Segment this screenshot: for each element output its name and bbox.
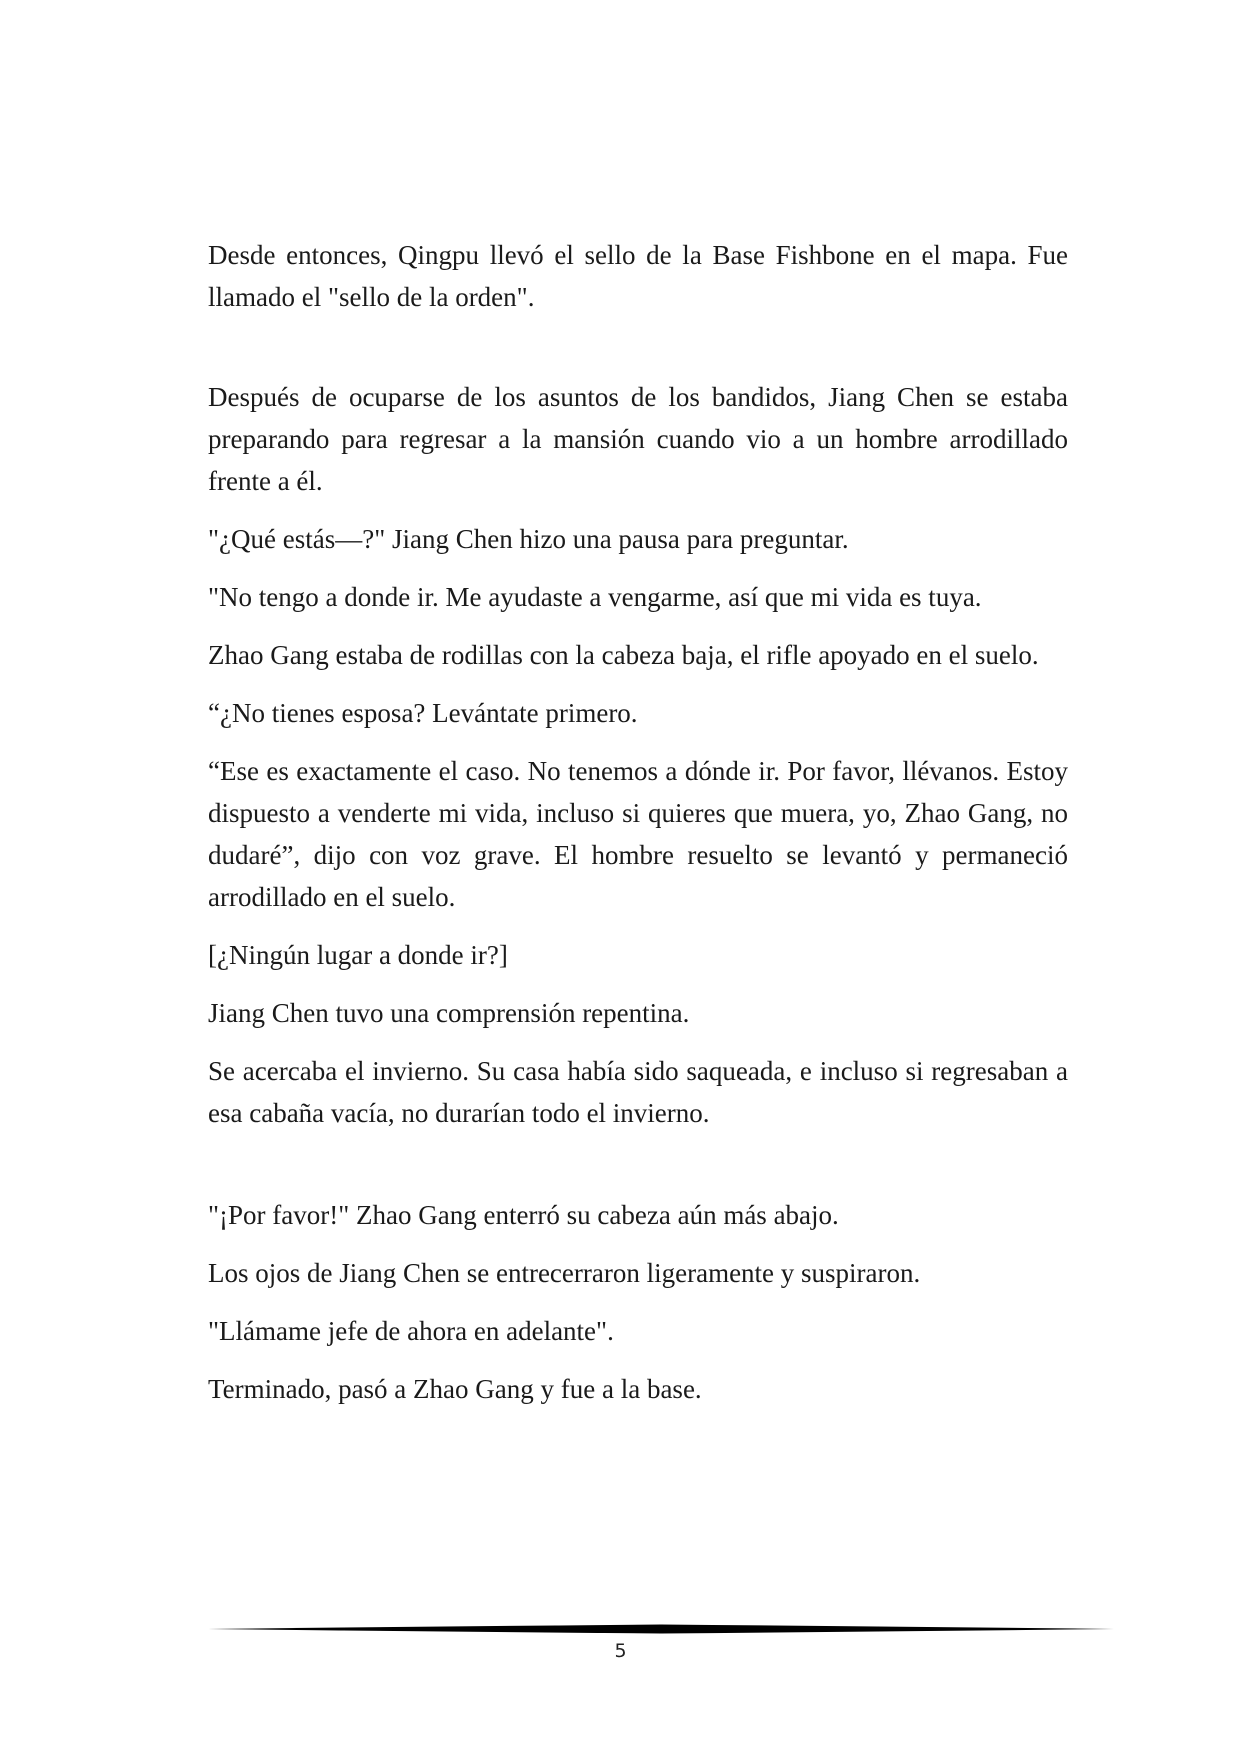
footer-divider [208, 1623, 1114, 1635]
paragraph-13: "Llámame jefe de ahora en adelante". [208, 1316, 614, 1346]
page-body [208, 234, 1068, 1426]
paragraph-9: Jiang Chen tuvo una comprensión repentina. [208, 998, 690, 1028]
paragraph-11: "¡Por favor!" Zhao Gang enterró su cabeza aún más abajo. [208, 1200, 839, 1230]
page-number: 5 [614, 1640, 627, 1662]
paragraph-1: Desde entonces, Qingpu llevó el sello de la Base Fishbone en el mapa. Fue llamado el "sello de la orden". [208, 240, 1068, 312]
paragraph-3: "¿Qué estás—?" Jiang Chen hizo una pausa para preguntar. [208, 524, 849, 554]
paragraph-8: [¿Ningún lugar a donde ir?] [208, 940, 508, 970]
paragraph-2: Después de ocuparse de los asuntos de los bandidos, Jiang Chen se estaba preparando para regresar a la mansión cuando vio a un hombre arrodillado frente a él. [208, 382, 1068, 496]
paragraph-6: “¿No tienes esposa? Levántate primero. [208, 698, 638, 728]
paragraph-12: Los ojos de Jiang Chen se entrecerraron ligeramente y suspiraron. [208, 1258, 921, 1288]
paragraph-7: “Ese es exactamente el caso. No tenemos a dónde ir. Por favor, llévanos. Estoy dispuesto a venderte mi vida, incluso si quieres que muera, yo, Zhao Gang, no dudaré”, dijo con voz grave. El hombre resuelto se levantó y permaneció arrodillado en el suelo. [208, 756, 1068, 912]
paragraph-5: Zhao Gang estaba de rodillas con la cabeza baja, el rifle apoyado en el suelo. [208, 640, 1039, 670]
paragraph-14: Terminado, pasó a Zhao Gang y fue a la base. [208, 1374, 702, 1404]
paragraph-4: "No tengo a donde ir. Me ayudaste a vengarme, así que mi vida es tuya. [208, 582, 982, 612]
paragraph-10: Se acercaba el invierno. Su casa había sido saqueada, e incluso si regresaban a esa cabaña vacía, no durarían todo el invierno. [208, 1056, 1068, 1128]
